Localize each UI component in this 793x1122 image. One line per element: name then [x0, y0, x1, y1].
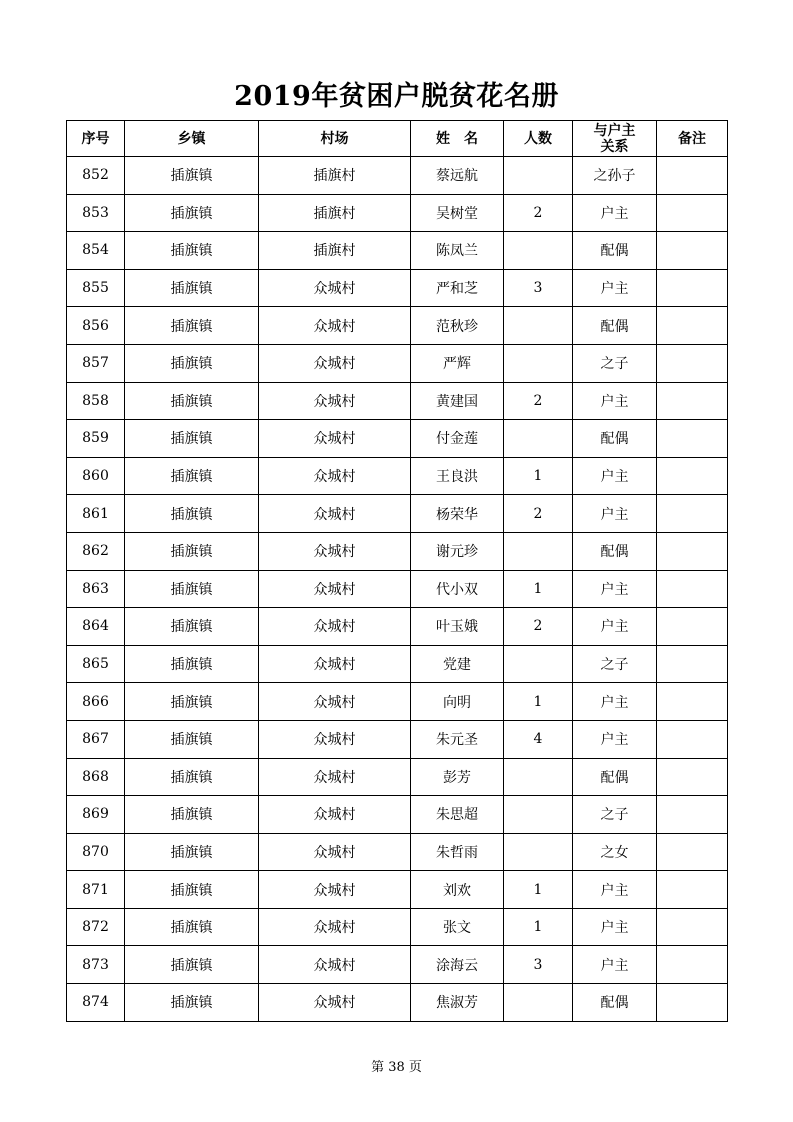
cell-count: 2: [504, 495, 573, 533]
cell-remark: [657, 796, 728, 834]
cell-count: [504, 833, 573, 871]
cell-relation: 户主: [573, 269, 657, 307]
cell-seq: 856: [67, 307, 125, 345]
cell-name: 焦淑芳: [411, 984, 504, 1022]
cell-name: 朱元圣: [411, 720, 504, 758]
cell-name: 杨荣华: [411, 495, 504, 533]
cell-village: 众城村: [259, 645, 411, 683]
cell-name: 蔡远航: [411, 157, 504, 195]
cell-remark: [657, 758, 728, 796]
cell-seq: 871: [67, 871, 125, 909]
cell-village: 插旗村: [259, 232, 411, 270]
header-remark: 备注: [657, 121, 728, 157]
cell-remark: [657, 683, 728, 721]
cell-name: 涂海云: [411, 946, 504, 984]
cell-name: 陈凤兰: [411, 232, 504, 270]
cell-seq: 873: [67, 946, 125, 984]
cell-count: 1: [504, 908, 573, 946]
cell-village: 众城村: [259, 495, 411, 533]
cell-town: 插旗镇: [125, 495, 259, 533]
cell-village: 众城村: [259, 608, 411, 646]
cell-remark: [657, 157, 728, 195]
cell-village: 众城村: [259, 984, 411, 1022]
roster-table: [66, 120, 728, 1022]
cell-town: 插旗镇: [125, 758, 259, 796]
cell-town: 插旗镇: [125, 307, 259, 345]
cell-remark: [657, 420, 728, 458]
cell-remark: [657, 532, 728, 570]
cell-town: 插旗镇: [125, 796, 259, 834]
cell-relation: 户主: [573, 382, 657, 420]
cell-village: 众城村: [259, 908, 411, 946]
table-row: [67, 532, 728, 570]
cell-remark: [657, 720, 728, 758]
header-village: 村场: [259, 121, 411, 157]
cell-village: 众城村: [259, 457, 411, 495]
header-name: 姓 名: [411, 121, 504, 157]
cell-village: 众城村: [259, 532, 411, 570]
cell-count: [504, 344, 573, 382]
page-number: 第 38 页: [371, 1060, 422, 1075]
cell-relation: 户主: [573, 194, 657, 232]
cell-remark: [657, 645, 728, 683]
cell-village: 众城村: [259, 871, 411, 909]
cell-relation: 之子: [573, 796, 657, 834]
cell-remark: [657, 833, 728, 871]
cell-count: 1: [504, 570, 573, 608]
cell-seq: 872: [67, 908, 125, 946]
cell-count: 4: [504, 720, 573, 758]
cell-town: 插旗镇: [125, 157, 259, 195]
cell-name: 谢元珍: [411, 532, 504, 570]
cell-count: 3: [504, 269, 573, 307]
cell-village: 众城村: [259, 720, 411, 758]
cell-village: 众城村: [259, 683, 411, 721]
table-row: [67, 796, 728, 834]
cell-count: [504, 307, 573, 345]
cell-seq: 859: [67, 420, 125, 458]
cell-relation: 之子: [573, 344, 657, 382]
cell-town: 插旗镇: [125, 946, 259, 984]
cell-count: [504, 232, 573, 270]
table-row: [67, 833, 728, 871]
table-row: [67, 608, 728, 646]
cell-count: 1: [504, 457, 573, 495]
table-row: [67, 420, 728, 458]
table-row: [67, 457, 728, 495]
cell-name: 朱思超: [411, 796, 504, 834]
cell-village: 众城村: [259, 570, 411, 608]
cell-relation: 户主: [573, 871, 657, 909]
cell-seq: 869: [67, 796, 125, 834]
cell-remark: [657, 194, 728, 232]
cell-count: 1: [504, 871, 573, 909]
cell-village: 众城村: [259, 382, 411, 420]
table-row: [67, 683, 728, 721]
table-row: [67, 871, 728, 909]
cell-seq: 870: [67, 833, 125, 871]
cell-remark: [657, 457, 728, 495]
cell-count: 2: [504, 608, 573, 646]
header-relation: 与户主关系: [573, 121, 657, 157]
table-row: [67, 232, 728, 270]
cell-count: [504, 645, 573, 683]
cell-village: 插旗村: [259, 194, 411, 232]
cell-seq: 865: [67, 645, 125, 683]
cell-relation: 配偶: [573, 984, 657, 1022]
cell-remark: [657, 908, 728, 946]
cell-remark: [657, 495, 728, 533]
cell-village: 众城村: [259, 269, 411, 307]
cell-name: 王良洪: [411, 457, 504, 495]
cell-count: 2: [504, 382, 573, 420]
cell-town: 插旗镇: [125, 194, 259, 232]
cell-town: 插旗镇: [125, 344, 259, 382]
cell-village: 插旗村: [259, 157, 411, 195]
cell-town: 插旗镇: [125, 232, 259, 270]
cell-relation: 户主: [573, 608, 657, 646]
cell-count: [504, 420, 573, 458]
cell-town: 插旗镇: [125, 833, 259, 871]
cell-relation: 之孙子: [573, 157, 657, 195]
cell-seq: 861: [67, 495, 125, 533]
cell-seq: 867: [67, 720, 125, 758]
cell-count: [504, 984, 573, 1022]
cell-relation: 之子: [573, 645, 657, 683]
cell-seq: 868: [67, 758, 125, 796]
cell-seq: 854: [67, 232, 125, 270]
cell-relation: 配偶: [573, 758, 657, 796]
cell-seq: 852: [67, 157, 125, 195]
cell-name: 彭芳: [411, 758, 504, 796]
cell-relation: 户主: [573, 946, 657, 984]
cell-relation: 配偶: [573, 232, 657, 270]
header-seq: 序号: [67, 121, 125, 157]
cell-relation: 户主: [573, 495, 657, 533]
cell-count: 1: [504, 683, 573, 721]
table-row: [67, 984, 728, 1022]
cell-seq: 855: [67, 269, 125, 307]
cell-seq: 864: [67, 608, 125, 646]
cell-relation: 户主: [573, 720, 657, 758]
cell-seq: 863: [67, 570, 125, 608]
cell-relation: 配偶: [573, 532, 657, 570]
cell-town: 插旗镇: [125, 608, 259, 646]
cell-count: 2: [504, 194, 573, 232]
cell-count: [504, 532, 573, 570]
cell-relation: 户主: [573, 570, 657, 608]
cell-relation: 户主: [573, 683, 657, 721]
cell-town: 插旗镇: [125, 269, 259, 307]
cell-village: 众城村: [259, 420, 411, 458]
cell-name: 黄建国: [411, 382, 504, 420]
cell-name: 叶玉娥: [411, 608, 504, 646]
cell-town: 插旗镇: [125, 532, 259, 570]
cell-remark: [657, 608, 728, 646]
cell-relation: 之女: [573, 833, 657, 871]
cell-name: 严辉: [411, 344, 504, 382]
cell-remark: [657, 382, 728, 420]
cell-seq: 866: [67, 683, 125, 721]
cell-seq: 853: [67, 194, 125, 232]
cell-relation: 配偶: [573, 307, 657, 345]
table-row: [67, 758, 728, 796]
cell-name: 吴树堂: [411, 194, 504, 232]
cell-remark: [657, 946, 728, 984]
cell-seq: 860: [67, 457, 125, 495]
table-row: [67, 344, 728, 382]
cell-remark: [657, 984, 728, 1022]
cell-remark: [657, 570, 728, 608]
table-row: [67, 382, 728, 420]
cell-seq: 857: [67, 344, 125, 382]
cell-town: 插旗镇: [125, 720, 259, 758]
cell-town: 插旗镇: [125, 457, 259, 495]
table-row: [67, 720, 728, 758]
cell-relation: 配偶: [573, 420, 657, 458]
cell-name: 范秋珍: [411, 307, 504, 345]
table-body: [67, 157, 728, 1022]
cell-village: 众城村: [259, 307, 411, 345]
cell-remark: [657, 344, 728, 382]
cell-count: [504, 758, 573, 796]
cell-relation: 户主: [573, 457, 657, 495]
table-row: [67, 946, 728, 984]
cell-town: 插旗镇: [125, 984, 259, 1022]
cell-town: 插旗镇: [125, 645, 259, 683]
header-town: 乡镇: [125, 121, 259, 157]
cell-name: 张文: [411, 908, 504, 946]
cell-relation: 户主: [573, 908, 657, 946]
cell-seq: 874: [67, 984, 125, 1022]
cell-count: 3: [504, 946, 573, 984]
cell-name: 朱哲雨: [411, 833, 504, 871]
cell-village: 众城村: [259, 796, 411, 834]
table-row: [67, 194, 728, 232]
cell-town: 插旗镇: [125, 908, 259, 946]
cell-remark: [657, 269, 728, 307]
cell-name: 付金莲: [411, 420, 504, 458]
cell-remark: [657, 307, 728, 345]
cell-name: 严和芝: [411, 269, 504, 307]
table-header-row: [67, 121, 728, 157]
document-title: 2019年贫困户脱贫花名册: [234, 81, 559, 112]
cell-count: [504, 796, 573, 834]
cell-town: 插旗镇: [125, 683, 259, 721]
table-row: [67, 157, 728, 195]
cell-village: 众城村: [259, 946, 411, 984]
table-row: [67, 269, 728, 307]
cell-village: 众城村: [259, 344, 411, 382]
cell-count: [504, 157, 573, 195]
table-row: [67, 495, 728, 533]
cell-name: 党建: [411, 645, 504, 683]
table-row: [67, 570, 728, 608]
cell-seq: 862: [67, 532, 125, 570]
cell-name: 代小双: [411, 570, 504, 608]
table-row: [67, 908, 728, 946]
cell-village: 众城村: [259, 833, 411, 871]
cell-town: 插旗镇: [125, 382, 259, 420]
header-count: 人数: [504, 121, 573, 157]
cell-name: 向明: [411, 683, 504, 721]
cell-town: 插旗镇: [125, 871, 259, 909]
cell-seq: 858: [67, 382, 125, 420]
cell-remark: [657, 232, 728, 270]
table-row: [67, 307, 728, 345]
table-row: [67, 645, 728, 683]
cell-town: 插旗镇: [125, 420, 259, 458]
cell-name: 刘欢: [411, 871, 504, 909]
cell-town: 插旗镇: [125, 570, 259, 608]
cell-village: 众城村: [259, 758, 411, 796]
cell-remark: [657, 871, 728, 909]
